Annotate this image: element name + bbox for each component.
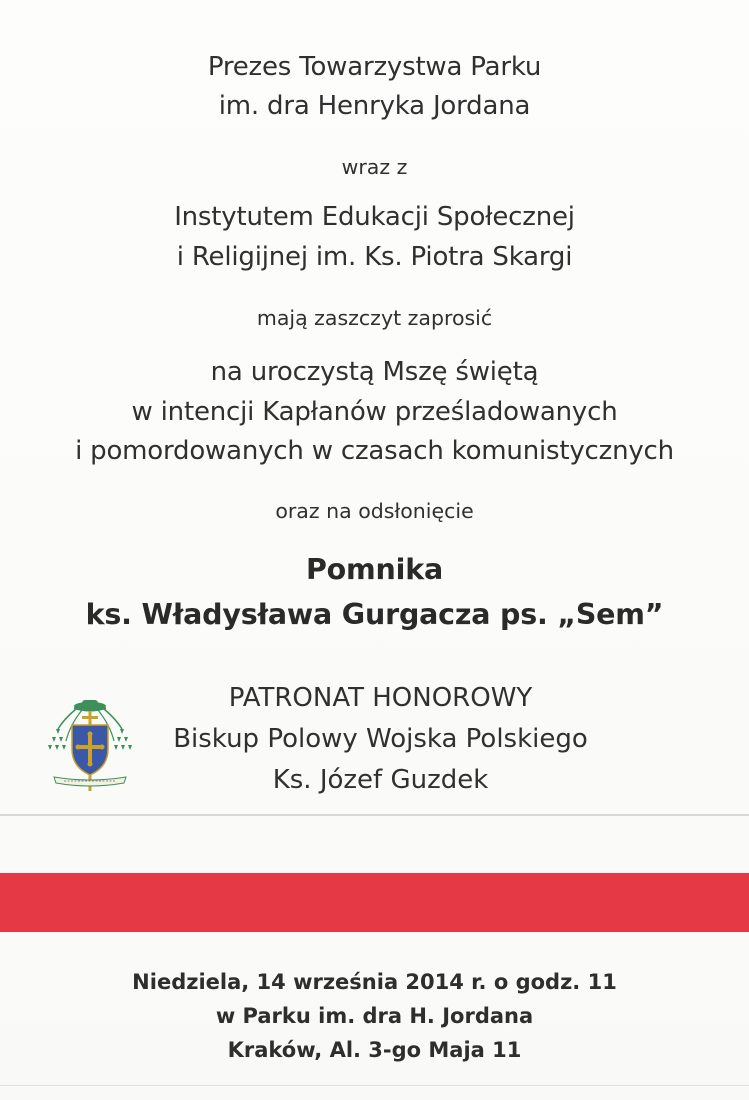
connector-text: wraz z: [341, 155, 408, 179]
monument-line-2: ks. Władysława Gurgacza ps. „Sem”: [85, 598, 664, 631]
host-line-2: im. dra Henryka Jordana: [218, 91, 531, 121]
bottom-edge-line: [0, 1085, 749, 1086]
event-venue: w Parku im. dra H. Jordana: [215, 1004, 534, 1028]
mass-line-2: w intencji Kapłanów prześladowanych: [131, 397, 618, 427]
event-date-time: Niedziela, 14 września 2014 r. o godz. 11: [132, 970, 617, 994]
invite-phrase: mają zaszczyt zaprosić: [256, 306, 493, 330]
host-line-1: Prezes Towarzystwa Parku: [207, 52, 542, 82]
mass-line-3: i pomordowanych w czasach komunistycznych: [75, 436, 674, 466]
patronage-heading: PATRONAT HONOROWY: [228, 683, 533, 713]
cohost-line-2: i Religijnej im. Ks. Piotra Skargi: [176, 242, 573, 272]
cohost-line-1: Instytutem Edukacji Społecznej: [174, 202, 575, 232]
monument-line-1: Pomnika: [305, 553, 443, 586]
patron-name: Ks. Józef Guzdek: [272, 765, 489, 795]
event-address: Kraków, Al. 3-go Maja 11: [227, 1038, 522, 1062]
divider-line: [0, 814, 749, 816]
unveiling-phrase: oraz na odsłonięcie: [275, 499, 474, 523]
flag-red-stripe: [0, 873, 749, 932]
patron-title: Biskup Polowy Wojska Polskiego: [173, 724, 588, 754]
mass-line-1: na uroczystą Mszę świętą: [210, 357, 539, 387]
